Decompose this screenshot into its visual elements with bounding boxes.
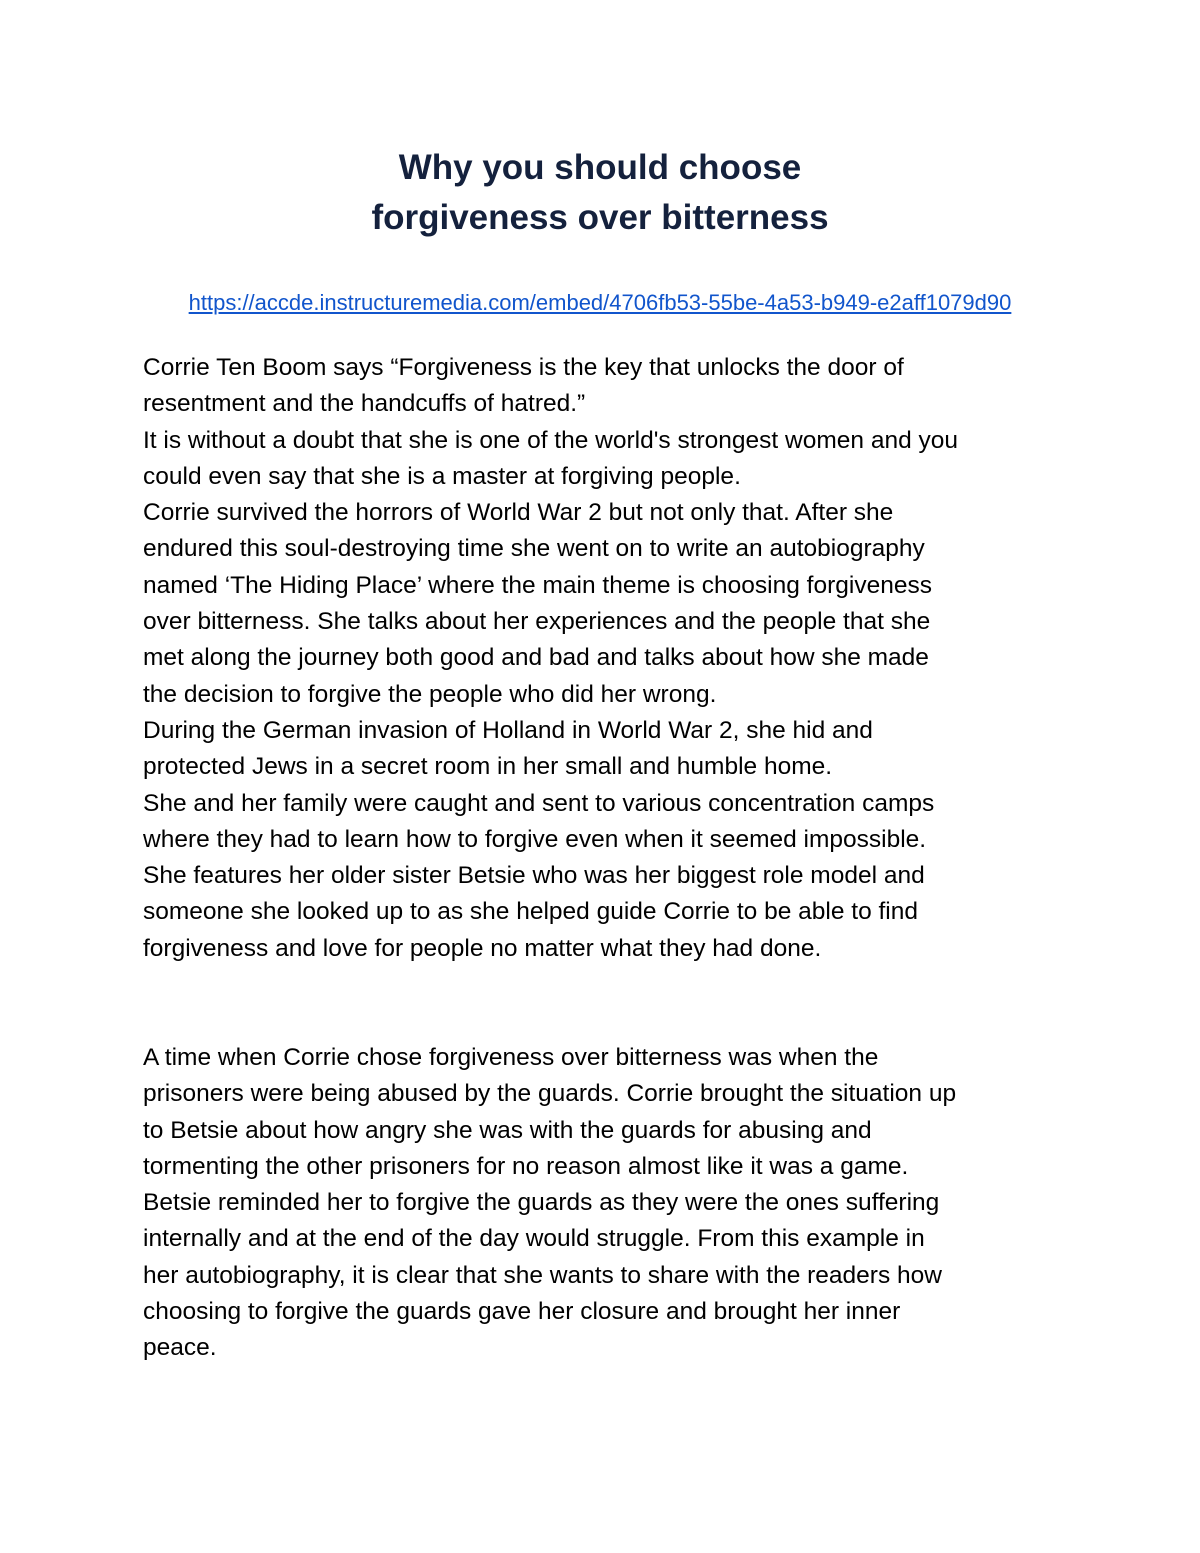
text-line: met along the journey both good and bad and talks about how she made xyxy=(143,644,929,672)
text-line: She features her older sister Betsie who was her biggest role model and xyxy=(143,862,925,890)
embed-link[interactable]: https://accde.instructuremedia.com/embed/4706fb53-55be-4a53-b949-e2aff1079d90 xyxy=(188,290,1012,315)
text-line: the decision to forgive the people who did her wrong. xyxy=(143,680,717,708)
text-line: could even say that she is a master at forgiving people. xyxy=(143,462,741,490)
text-line: Corrie Ten Boom says “Forgiveness is the key that unlocks the door of xyxy=(143,354,904,381)
paragraph-example xyxy=(143,1040,1073,1367)
text-line: During the German invasion of Holland in World War 2, she hid and xyxy=(143,716,873,744)
text-line: It is without a doubt that she is one of the world's strongest women and you xyxy=(143,426,959,454)
text-line: someone she looked up to as she helped guide Corrie to be able to find xyxy=(143,898,919,926)
text-line: protected Jews in a secret room in her small and humble home. xyxy=(143,753,833,781)
embed-link-line xyxy=(0,287,1200,319)
text-line: Betsie reminded her to forgive the guards as they were the ones suffering xyxy=(143,1189,940,1217)
text-line: choosing to forgive the guards gave her closure and brought her inner xyxy=(143,1298,901,1326)
title-line-2: forgiveness over bitterness xyxy=(371,198,829,237)
text-line: forgiveness and love for people no matter what they had done. xyxy=(143,934,822,962)
text-line: peace. xyxy=(143,1334,217,1362)
text-line: She and her family were caught and sent to various concentration camps xyxy=(143,789,935,817)
text-line: resentment and the handcuffs of hatred.” xyxy=(143,390,586,418)
text-line: named ‘The Hiding Place’ where the main theme is choosing forgiveness xyxy=(143,571,932,599)
text-line: where they had to learn how to forgive even when it seemed impossible. xyxy=(143,825,927,853)
text-line: endured this soul-destroying time she went on to write an autobiography xyxy=(143,535,925,563)
text-line: tormenting the other prisoners for no reason almost like it was a game. xyxy=(143,1152,909,1180)
text-line: to Betsie about how angry she was with the guards for abusing and xyxy=(143,1116,872,1144)
text-line: internally and at the end of the day would struggle. From this example in xyxy=(143,1225,925,1253)
title-line-1: Why you should choose xyxy=(398,148,802,187)
text-line: A time when Corrie chose forgiveness over bitterness was when the xyxy=(143,1044,879,1071)
document-title xyxy=(0,143,1200,243)
text-line: Corrie survived the horrors of World War 2 but not only that. After she xyxy=(143,499,894,527)
text-line: over bitterness. She talks about her experiences and the people that she xyxy=(143,608,931,636)
paragraph-intro xyxy=(143,350,1073,967)
text-line: prisoners were being abused by the guards. Corrie brought the situation up xyxy=(143,1080,957,1108)
text-line: her autobiography, it is clear that she wants to share with the readers how xyxy=(143,1261,942,1289)
